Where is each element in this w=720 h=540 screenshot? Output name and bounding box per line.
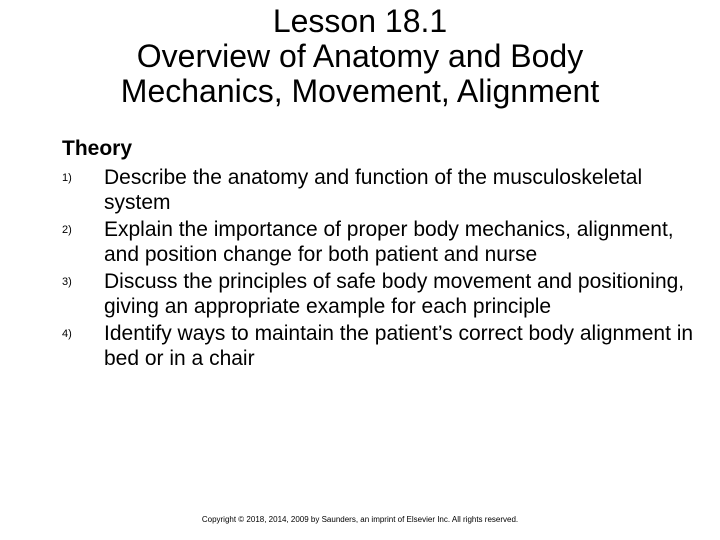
objectives-list [62,166,702,371]
list-item-number: 4) [62,328,72,340]
list-item [62,218,702,267]
list-item-number: 2) [62,224,72,236]
copyright-footer: Copyright © 2018, 2014, 2009 by Saunders, an imprint of Elsevier Inc. All rights reserved. [201,515,519,524]
section-heading: Theory [62,137,133,160]
list-item-text: Explain the importance of proper body mechanics, alignment, and position change for both patient and nurse [104,218,674,266]
list-item-text: Identify ways to maintain the patient’s correct body alignment in bed or in a chair [104,322,694,370]
title-line-2: Overview of Anatomy and Body [136,38,584,75]
list-item-text: Describe the anatomy and function of the musculoskeletal system [104,166,643,214]
list-item [62,166,702,215]
list-item [62,270,702,319]
list-item-number: 1) [62,172,72,184]
title-line-3: Mechanics, Movement, Alignment [120,73,600,110]
list-item [62,322,702,371]
slide-body [62,136,702,374]
list-item-text: Discuss the principles of safe body movement and positioning, giving an appropriate example for each principle [104,270,685,318]
title-line-1: Lesson 18.1 [272,3,448,39]
list-item-number: 3) [62,276,72,288]
slide-title [0,4,720,110]
